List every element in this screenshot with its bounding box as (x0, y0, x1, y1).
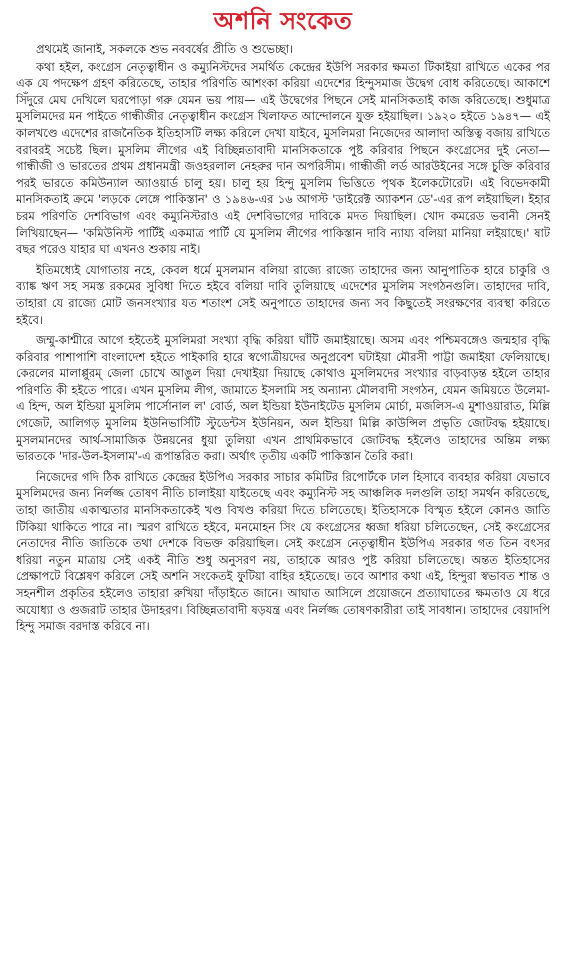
article-paragraph-demography: জম্মু-কাশ্মীরে আগে হইতেই মুসলিমরা সংখ্যা বৃদ্ধি করিয়া ঘাঁটি জমাইয়াছে। অসম এবং পশ্চিমবঙ্গেও জন্মহার বৃদ্ধি করিবার পাশাপাশি বাংলাদেশ হইতে পাইকারি হারে স্বগোত্রীয়দের অনুপ্রবেশ ঘটাইয়া মৌরসী পাট্টা জমাইয়া ফেলিয়াছে। কেরলের মালাপ্পুরম্‌ জেলা চোখে আঙুল দিয়া দেখাইয়া দিয়াছে কোথাও মুসলিমদের সংখ্যার বাড়বাড়ন্ত হইলে তাহার পরিণতি কী হইতে পারে। এখন মুসলিম লীগ, জামাতে ইসলামি সহ অন্যান্য মৌলবাদী সংগঠন, যেমন জমিয়তে উলেমা-এ হিন্দ, অল ইন্ডিয়া মুসলিম পার্সোনাল ল' বোর্ড, অল ইন্ডিয়া ইউনাইটেড মুসলিম মোর্চা, মজলিস-এ মুশাওয়ারাত, মিল্লি গেজেট, আলিগড় মুসলিম ইউনিভার্সিটি স্টুডেন্টস ইউনিয়ন, অল ইন্ডিয়া মিল্লি কাউন্সিল প্রভৃতি জোটবদ্ধ হইয়াছে। মুসলমানদের আর্থ-সামাজিক উন্নয়নের ধুয়া তুলিয়া এখন প্রাথমিকভাবে জোটবদ্ধ হইলেও তাহাদের অন্তিম লক্ষ্য ভারতকে 'দার-উল-ইসলাম'-এ রূপান্তরিত করা। অর্থাৎ তৃতীয় একটি পাকিস্তান তৈরি করা। (16, 333, 550, 464)
article-paragraph-reservation: ইতিমধ্যেই যোগাতায় নহে, কেবল ধর্মে মুসলমান বলিয়া রাজ্যে রাজ্যে তাহাদের জন্য আনুপাতিক হারে চাকুরি ও ব্যাঙ্ক ঋণ সহ সমস্ত রকমের সুবিধা দিতে হইবে বলিয়া দাবি তুলিয়াছে এদেশের মুসলিম সংগঠনগুলি। তাহাদের দাবি, তাহারা যে রাজ্যে মোট জনসংখ্যার যত শতাংশ সেই অনুপাতে তাহাদের জন্য সব কিছুতেই সংরক্ষণের ব্যবস্থা করিতে হইবে। (16, 262, 550, 327)
article-paragraph-history: কথা হইল, কংগ্রেস নেতৃত্বাধীন ও কম্যুনিস্টদের সমর্থিত কেন্দ্রের ইউপি সরকার ক্ষমতা টিকাইয়া রাখিতে একের পর এক যে পদক্ষেপ গ্রহণ করিতেছে, তাহার পরিণতি আশংকা করিয়া এদেশের হিন্দুসমাজ উদ্বেগ বোধ করিতেছে। আকাশে সিঁদুরে মেঘ দেখিলে ঘরপোড়া গরু যেমন ভয় পায়— এই উদ্বেগের পিছনে সেই মানসিকতাই কাজ করিতেছে। শুধুমাত্র মুসলিমদের মন পাইতে গান্ধীজীর নেতৃত্বাধীন কংগ্রেস খিলাফত আন্দোলনে যুক্ত হইয়াছিল। ১৯২০ হইতে ১৯৪৭— এই কালখণ্ডে এদেশের রাজনৈতিক ইতিহাসটি লক্ষ্য করিলে দেখা যাইবে, মুসলিমরা নিজেদের আলাদা অস্তিত্ব বজায় রাখিতে বরাবরই সচেষ্ট ছিল। মুসলিম লীগের এই বিচ্ছিন্নতাবাদী মানসিকতাকে পুষ্ট করিবার পিছনে কংগ্রেসের দুই নেতা— গান্ধীজী ও ভারতের প্রথম প্রধানমন্ত্রী জওহরলাল নেহরুর দান অপরিসীম। গান্ধীজী লর্ড আরউইনের সঙ্গে চুক্তি করিবার পরই ভারতে কমিউন্যাল অ্যাওয়ার্ড চালু হয়। চালু হয় হিন্দু মুসলিম ভিত্তিতে পৃথক ইলেকটোরেট। এই বিভেদকামী মানসিকতাই ক্রমে 'লড়কে লেঙ্গে পাকিস্তান' ও ১৯৪৬-এর ১৬ আগস্ট 'ডাইরেক্ট অ্যাকশন ডে'-এর রূপ লইয়াছিল। ইহার চরম পরিণতি দেশবিভাগ এবং কম্যুনিস্টরাও এই দেশবিভাগের দাবিকে মদত দিয়াছিল। খোদ কমরেড ভবানী সেনই লিখিয়াছেন— 'কমিউনিস্ট পার্টিই একমাত্র পার্টি যে মুসলিম লীগের পাকিস্তান দাবি ন্যায্য বলিয়া মানিয়া লইয়াছে।' ষাট বছর পরেও যাহার ঘা এখনও শুকায় নাই। (16, 59, 550, 257)
article-paragraph-greeting: প্রথমেই জানাই, সকলকে শুভ নববর্ষের প্রীতি ও শুভেচ্ছা। (36, 42, 293, 56)
article-title: অশনি সংকেত (213, 7, 353, 35)
article-body (16, 41, 550, 635)
article-paragraph-warning: নিজেদের গদি ঠিক রাখিতে কেন্দ্রের ইউপিএ সরকার সাচার কমিটির রিপোর্টকে ঢাল হিসাবে ব্যবহার করিয়া যেভাবে মুসলিমদের জন্য নির্লজ্জ তোষণ নীতি চালাইয়া যাইতেছে এবং কম্যুনিস্ট সহ আঞ্চলিক দলগুলি তাহা সমর্থন করিতেছে, তাহা জাতীয় একাত্মতার মানসিকতাকেই খণ্ড বিখণ্ড করিয়া দিতে চলিতেছে। ইতিহাসকে বিস্মৃত হইলে কোনও জাতি টিকিয়া থাকিতে পারে না। স্মরণ রাখিতে হইবে, মনমোহন সিং যে কংগ্রেসের ধ্বজা ধরিয়া চলিতেছেন, সেই কংগ্রেসের নেতাদের নীতি জাতিকে তথা দেশকে বিভক্ত করিয়াছিল। সেই কংগ্রেস নেতৃত্বাধীন ইউপিএ সরকার গত তিন বৎসর ধরিয়া নতুন মাত্রায় সেই একই নীতি শুধু অনুসরণ নয়, তাহাকে আরও পুষ্ট করিয়া চলিতেছে। অন্তত ইতিহাসের প্রেক্ষাপটে বিশ্লেষণ করিলে সেই অশনি সংকেতই ফুটিয়া বাহির হইতেছে। তবে আশার কথা এই, হিন্দুরা স্বভাবত শান্ত ও সহনশীল প্রকৃতির হইলেও তাহারা রুখিয়া দাঁড়াইতে জানে। আঘাত আসিলে প্রয়োজনে প্রত্যাঘাতের ক্ষমতাও যে ধরে অযোধ্যা ও গুজরাট তাহার উদাহরণ। বিচ্ছিন্নতাবাদী ষড়যন্ত্র এবং নির্লজ্জ তোষণকারীরা তাই সাবধান। তাহাদের বেয়াদপি হিন্দু সমাজ বরদাস্ত করিবে না। (16, 469, 550, 634)
